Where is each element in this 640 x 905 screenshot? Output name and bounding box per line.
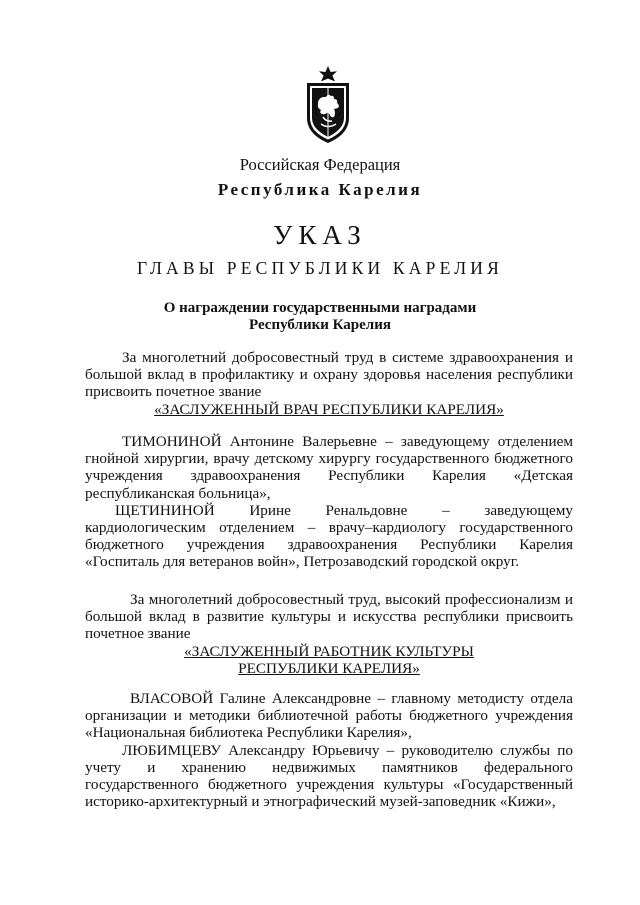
document-type: УКАЗ [273,220,367,250]
section1-awardees [85,433,573,571]
section2-title-line-1: «ЗАСЛУЖЕННЫЙ РАБОТНИК КУЛЬТУРЫ [184,642,474,660]
awardee-paragraph: ВЛАСОВОЙ Галине Александровне – главному методисту отдела организации и методики библиотечной работы бюджетного учреждения «Национальная библиотека Республики Карелия», [85,690,573,742]
awardee-paragraph: ТИМОНИНОЙ Антонине Валерьевне – заведующему отделением гнойной хирургии, врачу детскому хирургу государственного бюджетного учреждения здравоохранения Республики Карелия «Детская республиканская больница», [85,433,573,502]
section1-title: «ЗАСЛУЖЕННЫЙ ВРАЧ РЕСПУБЛИКИ КАРЕЛИЯ» [154,400,504,418]
issuer-title: ГЛАВЫ РЕСПУБЛИКИ КАРЕЛИЯ [136,258,504,278]
subject-line-1: О награждении государственными наградами [163,300,477,316]
section2-awardees [85,690,573,810]
country-name: Российская Федерация [239,155,401,174]
section2-intro: За многолетний добросовестный труд, высокий профессионализм и большой вклад в развитие культуры и искусства республики присвоить почетное звание [85,591,573,643]
coat-of-arms-icon [301,66,355,144]
subject-line-2: Республики Карелия [249,317,391,333]
republic-name: Республика Карелия [217,180,423,199]
section1-intro: За многолетний добросовестный труд в системе здравоохранения и большой вклад в профилактику и охрану здоровья населения республики присвоить почетное звание [85,349,573,401]
section1-intro-block [85,349,573,418]
section2-intro-block [85,591,573,677]
awardee-paragraph: ЩЕТИНИНОЙ Ирине Ренальдовне – заведующему кардиологическим отделением – врачу–кардиологу государственного бюджетного учреждения здравоохранения Республики Карелия «Госпиталь для ветеранов войн», Петрозаводский городской округ. [85,501,573,571]
awardee-paragraph: ЛЮБИМЦЕВУ Александру Юрьевичу – руководителю службы по учету и хранению недвижимых памятников федерального государственного бюджетного учреждения культуры «Государственный историко-архитектурный и этнографический музей-заповедник «Кижи», [85,741,573,811]
section2-title-line-2: РЕСПУБЛИКИ КАРЕЛИЯ» [238,659,420,677]
decree-subject [0,300,640,334]
